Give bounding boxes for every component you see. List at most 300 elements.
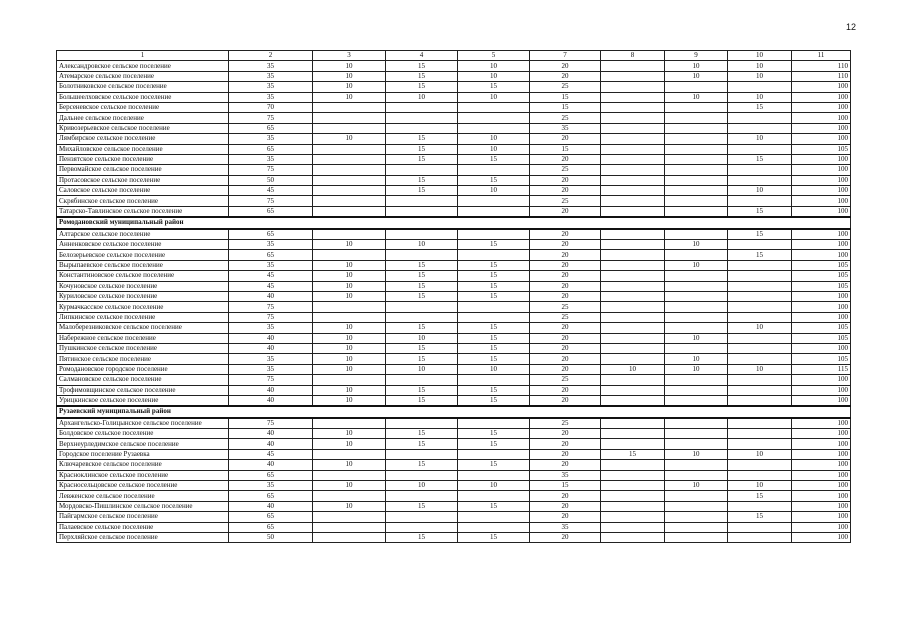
table-cell: 15 — [728, 154, 792, 164]
table-cell: 10 — [313, 385, 386, 395]
table-cell: 70 — [229, 102, 313, 112]
table-cell — [313, 113, 386, 123]
settlement-name: Урицкинское сельское поселение — [57, 395, 229, 406]
table-row — [57, 449, 851, 459]
table-cell: 100 — [792, 196, 851, 206]
settlement-name: Протасовское сельское поселение — [57, 175, 229, 185]
table-cell: 10 — [313, 333, 386, 343]
table-cell — [665, 460, 728, 470]
table-cell — [601, 240, 665, 250]
table-cell — [313, 154, 386, 164]
table-cell — [601, 186, 665, 196]
table-cell — [458, 102, 530, 112]
table-cell: 15 — [386, 281, 458, 291]
table-cell: 100 — [792, 343, 851, 353]
table-cell — [458, 206, 530, 217]
table-cell: 20 — [530, 281, 601, 291]
settlement-name: Вырыпаевское сельское поселение — [57, 260, 229, 270]
table-cell: 10 — [665, 92, 728, 102]
table-cell: 35 — [229, 260, 313, 270]
settlement-name: Татарско-Тавлинское сельское поселение — [57, 206, 229, 217]
table-row — [57, 240, 851, 250]
table-row — [57, 250, 851, 260]
settlement-name: Малоберезниковское сельское поселение — [57, 323, 229, 333]
settlement-name: Пайгармское сельское поселение — [57, 512, 229, 522]
table-cell: 100 — [792, 102, 851, 112]
table-cell — [728, 385, 792, 395]
table-row — [57, 71, 851, 81]
table-cell — [313, 229, 386, 240]
table-cell — [601, 61, 665, 71]
table-cell: 100 — [792, 385, 851, 395]
table-cell: 35 — [229, 61, 313, 71]
table-cell: 65 — [229, 229, 313, 240]
settlement-name: Пензятское сельское поселение — [57, 154, 229, 164]
table-cell — [728, 501, 792, 511]
table-cell — [665, 439, 728, 449]
settlement-name: Ключаревское сельское поселение — [57, 460, 229, 470]
table-cell: 25 — [530, 113, 601, 123]
table-cell: 20 — [530, 154, 601, 164]
table-cell: 40 — [229, 385, 313, 395]
table-cell: 10 — [313, 429, 386, 439]
table-cell — [386, 491, 458, 501]
table-cell: 15 — [386, 144, 458, 154]
table-cell: 10 — [458, 144, 530, 154]
table-cell: 15 — [386, 134, 458, 144]
table-cell — [458, 512, 530, 522]
table-cell — [601, 439, 665, 449]
table-cell: 15 — [458, 281, 530, 291]
table-cell: 100 — [792, 291, 851, 301]
table-cell: 100 — [792, 532, 851, 542]
settlement-name: Большеелховское сельское поселение — [57, 92, 229, 102]
table-cell — [665, 82, 728, 92]
table-cell — [601, 123, 665, 133]
table-cell: 15 — [458, 343, 530, 353]
table-cell — [665, 250, 728, 260]
table-cell — [601, 481, 665, 491]
table-cell — [386, 165, 458, 175]
table-cell: 15 — [530, 144, 601, 154]
table-cell — [313, 144, 386, 154]
table-row — [57, 385, 851, 395]
table-cell: 15 — [728, 102, 792, 112]
settlement-name: Алтарское сельское поселение — [57, 229, 229, 240]
table-cell — [313, 196, 386, 206]
table-cell: 15 — [601, 449, 665, 459]
table-cell — [601, 395, 665, 406]
table-cell: 10 — [728, 61, 792, 71]
table-cell: 25 — [530, 165, 601, 175]
table-cell — [728, 271, 792, 281]
table-cell: 100 — [792, 229, 851, 240]
table-cell: 15 — [530, 92, 601, 102]
settlement-name: Болотниковское сельское поселение — [57, 82, 229, 92]
table-cell: 35 — [530, 522, 601, 532]
table-cell: 10 — [313, 260, 386, 270]
table-cell — [665, 312, 728, 322]
table-cell: 20 — [530, 323, 601, 333]
table-cell — [313, 165, 386, 175]
table-cell — [601, 71, 665, 81]
table-cell: 35 — [229, 82, 313, 92]
table-cell — [458, 113, 530, 123]
table-cell — [313, 532, 386, 542]
table-cell — [665, 186, 728, 196]
table-cell: 40 — [229, 343, 313, 353]
page-number: 12 — [845, 22, 856, 32]
table-cell: 25 — [530, 375, 601, 385]
settlement-name: Михайловское сельское поселение — [57, 144, 229, 154]
table-cell: 40 — [229, 395, 313, 406]
table-cell: 40 — [229, 460, 313, 470]
table-cell: 20 — [530, 460, 601, 470]
table-cell — [386, 512, 458, 522]
table-cell — [665, 144, 728, 154]
table-cell — [386, 123, 458, 133]
table-cell: 10 — [386, 364, 458, 374]
table-cell: 100 — [792, 439, 851, 449]
table-cell: 15 — [728, 206, 792, 217]
table-cell: 65 — [229, 470, 313, 480]
table-cell — [601, 460, 665, 470]
table-cell: 10 — [728, 134, 792, 144]
table-row — [57, 512, 851, 522]
table-cell — [665, 165, 728, 175]
table-cell: 20 — [530, 395, 601, 406]
table-row — [57, 186, 851, 196]
table-cell: 15 — [458, 291, 530, 301]
table-cell: 25 — [530, 312, 601, 322]
table-row — [57, 260, 851, 270]
table-cell: 10 — [313, 134, 386, 144]
table-cell: 15 — [458, 333, 530, 343]
table-cell — [728, 439, 792, 449]
table-cell: 100 — [792, 522, 851, 532]
table-cell — [665, 302, 728, 312]
table-cell: 65 — [229, 522, 313, 532]
table-cell — [665, 134, 728, 144]
table-row — [57, 429, 851, 439]
table-row — [57, 491, 851, 501]
table-row — [57, 271, 851, 281]
settlement-name: Болдовское сельское поселение — [57, 429, 229, 439]
table-cell: 100 — [792, 312, 851, 322]
table-cell: 10 — [313, 439, 386, 449]
table-cell — [665, 343, 728, 353]
table-cell: 35 — [229, 364, 313, 374]
table-cell: 15 — [458, 460, 530, 470]
table-cell — [601, 418, 665, 429]
table-cell: 100 — [792, 175, 851, 185]
table-cell — [313, 491, 386, 501]
table-cell — [313, 302, 386, 312]
table-cell: 15 — [386, 175, 458, 185]
table-cell — [386, 206, 458, 217]
table-cell: 15 — [386, 343, 458, 353]
settlement-name: Лямбирское сельское поселение — [57, 134, 229, 144]
table-cell — [601, 522, 665, 532]
data-table — [56, 50, 851, 543]
settlement-name: Левженское сельское поселение — [57, 491, 229, 501]
table-cell: 100 — [792, 302, 851, 312]
table-row — [57, 312, 851, 322]
table-cell: 20 — [530, 260, 601, 270]
table-cell: 75 — [229, 302, 313, 312]
column-header: 1 — [57, 51, 229, 61]
table-cell — [728, 302, 792, 312]
settlement-name: Курмачкасское сельское поселение — [57, 302, 229, 312]
table-cell: 15 — [458, 501, 530, 511]
table-cell — [313, 186, 386, 196]
table-cell: 100 — [792, 375, 851, 385]
table-cell — [728, 460, 792, 470]
table-cell: 15 — [386, 82, 458, 92]
table-cell — [665, 291, 728, 301]
table-cell: 10 — [458, 61, 530, 71]
table-cell — [728, 123, 792, 133]
table-row — [57, 501, 851, 511]
table-row — [57, 364, 851, 374]
table-cell: 15 — [386, 260, 458, 270]
table-cell: 75 — [229, 418, 313, 429]
settlement-name: Палаевское сельское поселение — [57, 522, 229, 532]
table-cell: 10 — [313, 71, 386, 81]
table-cell: 25 — [530, 418, 601, 429]
table-cell — [665, 491, 728, 501]
table-cell: 100 — [792, 134, 851, 144]
table-cell: 65 — [229, 250, 313, 260]
table-cell: 35 — [229, 92, 313, 102]
table-row — [57, 229, 851, 240]
table-cell — [728, 375, 792, 385]
table-cell: 100 — [792, 460, 851, 470]
table-cell — [601, 343, 665, 353]
table-cell — [665, 532, 728, 542]
table-cell: 20 — [530, 354, 601, 364]
table-cell: 10 — [665, 260, 728, 270]
table-cell: 100 — [792, 250, 851, 260]
table-cell — [313, 512, 386, 522]
table-cell — [458, 250, 530, 260]
table-cell — [386, 302, 458, 312]
table-cell: 35 — [229, 481, 313, 491]
table-cell: 50 — [229, 532, 313, 542]
table-cell — [665, 429, 728, 439]
table-cell — [458, 123, 530, 133]
table-cell: 10 — [458, 92, 530, 102]
settlement-name: Кочуновское сельское поселение — [57, 281, 229, 291]
table-cell — [728, 82, 792, 92]
settlement-name: Ромодановское городское поселение — [57, 364, 229, 374]
table-cell — [601, 154, 665, 164]
table-cell — [386, 449, 458, 459]
table-cell — [665, 102, 728, 112]
table-cell: 35 — [229, 323, 313, 333]
table-cell: 20 — [530, 271, 601, 281]
table-cell: 45 — [229, 281, 313, 291]
table-cell — [458, 302, 530, 312]
table-cell: 10 — [313, 343, 386, 353]
table-row — [57, 123, 851, 133]
table-cell: 20 — [530, 229, 601, 240]
table-row — [57, 206, 851, 217]
table-cell — [458, 470, 530, 480]
table-cell: 15 — [386, 460, 458, 470]
table-cell — [728, 260, 792, 270]
table-cell — [665, 418, 728, 429]
table-cell — [601, 175, 665, 185]
table-cell: 15 — [458, 154, 530, 164]
table-cell: 20 — [530, 429, 601, 439]
table-row — [57, 92, 851, 102]
table-cell: 105 — [792, 271, 851, 281]
table-cell — [665, 271, 728, 281]
table-row — [57, 154, 851, 164]
column-header: 11 — [792, 51, 851, 61]
table-cell — [313, 449, 386, 459]
table-cell: 35 — [229, 71, 313, 81]
settlement-name: Верхнеурледимское сельское поселение — [57, 439, 229, 449]
table-cell: 15 — [386, 291, 458, 301]
table-cell: 20 — [530, 134, 601, 144]
table-cell: 100 — [792, 165, 851, 175]
table-cell — [601, 429, 665, 439]
table-cell: 15 — [458, 354, 530, 364]
table-cell: 110 — [792, 61, 851, 71]
table-row — [57, 395, 851, 406]
table-cell: 10 — [313, 481, 386, 491]
table-cell — [665, 206, 728, 217]
table-row — [57, 134, 851, 144]
table-row — [57, 61, 851, 71]
table-cell: 15 — [728, 491, 792, 501]
table-cell: 10 — [601, 364, 665, 374]
table-cell: 35 — [229, 240, 313, 250]
table-cell: 75 — [229, 312, 313, 322]
table-cell — [728, 333, 792, 343]
table-cell — [458, 522, 530, 532]
table-cell — [728, 470, 792, 480]
section-row — [57, 406, 851, 417]
table-cell — [665, 385, 728, 395]
table-row — [57, 439, 851, 449]
table-cell — [386, 102, 458, 112]
table-cell: 75 — [229, 165, 313, 175]
table-cell: 15 — [458, 385, 530, 395]
table-cell: 20 — [530, 333, 601, 343]
settlement-name: Скрябинское сельское поселение — [57, 196, 229, 206]
table-cell: 100 — [792, 92, 851, 102]
settlement-name: Атемарское сельское поселение — [57, 71, 229, 81]
table-row — [57, 460, 851, 470]
settlement-name: Александровское сельское поселение — [57, 61, 229, 71]
table-cell: 15 — [386, 385, 458, 395]
table-cell — [728, 113, 792, 123]
table-cell — [313, 375, 386, 385]
table-cell — [728, 165, 792, 175]
table-row — [57, 144, 851, 154]
table-cell: 15 — [728, 250, 792, 260]
table-cell: 10 — [665, 449, 728, 459]
table-cell — [386, 113, 458, 123]
table-cell — [458, 449, 530, 459]
table-cell: 100 — [792, 240, 851, 250]
table-cell: 20 — [530, 61, 601, 71]
section-title: Рузаевский муниципальный район — [57, 406, 851, 417]
table-row — [57, 375, 851, 385]
table-cell: 10 — [458, 134, 530, 144]
table-cell — [728, 281, 792, 291]
table-cell: 100 — [792, 512, 851, 522]
table-row — [57, 196, 851, 206]
table-cell: 35 — [530, 470, 601, 480]
table-row — [57, 532, 851, 542]
table-cell: 35 — [229, 354, 313, 364]
table-cell: 65 — [229, 144, 313, 154]
table-cell — [458, 375, 530, 385]
table-cell: 10 — [313, 354, 386, 364]
table-cell: 15 — [386, 154, 458, 164]
table-row — [57, 333, 851, 343]
table-cell: 75 — [229, 113, 313, 123]
table-cell — [313, 312, 386, 322]
table-cell: 10 — [458, 71, 530, 81]
settlement-name: Красносельцовское сельское поселение — [57, 481, 229, 491]
table-cell — [728, 354, 792, 364]
table-cell: 20 — [530, 240, 601, 250]
table-cell — [601, 113, 665, 123]
table-cell — [601, 144, 665, 154]
table-row — [57, 291, 851, 301]
table-cell — [601, 281, 665, 291]
table-row — [57, 165, 851, 175]
table-cell — [601, 312, 665, 322]
table-cell: 10 — [728, 481, 792, 491]
table-cell: 10 — [665, 71, 728, 81]
table-cell — [313, 123, 386, 133]
table-cell: 100 — [792, 491, 851, 501]
table-cell — [386, 470, 458, 480]
table-cell: 20 — [530, 175, 601, 185]
table-cell: 10 — [313, 281, 386, 291]
table-cell: 20 — [530, 250, 601, 260]
table-cell: 10 — [386, 333, 458, 343]
table-cell — [313, 522, 386, 532]
table-cell: 10 — [313, 323, 386, 333]
table-cell: 20 — [530, 186, 601, 196]
table-cell: 25 — [530, 196, 601, 206]
settlement-name: Берсеневское сельское поселение — [57, 102, 229, 112]
table-cell: 10 — [313, 364, 386, 374]
table-cell: 65 — [229, 206, 313, 217]
column-header: 2 — [229, 51, 313, 61]
table-cell: 100 — [792, 395, 851, 406]
table-row — [57, 354, 851, 364]
settlement-name: Набережное сельское поселение — [57, 333, 229, 343]
table-cell: 20 — [530, 439, 601, 449]
column-header: 7 — [530, 51, 601, 61]
table-cell: 100 — [792, 123, 851, 133]
table-cell: 10 — [665, 364, 728, 374]
table-cell — [728, 532, 792, 542]
table-cell — [665, 501, 728, 511]
table-cell — [728, 395, 792, 406]
settlement-name: Красноклинское сельское поселение — [57, 470, 229, 480]
table-cell: 25 — [530, 302, 601, 312]
table-cell: 20 — [530, 206, 601, 217]
